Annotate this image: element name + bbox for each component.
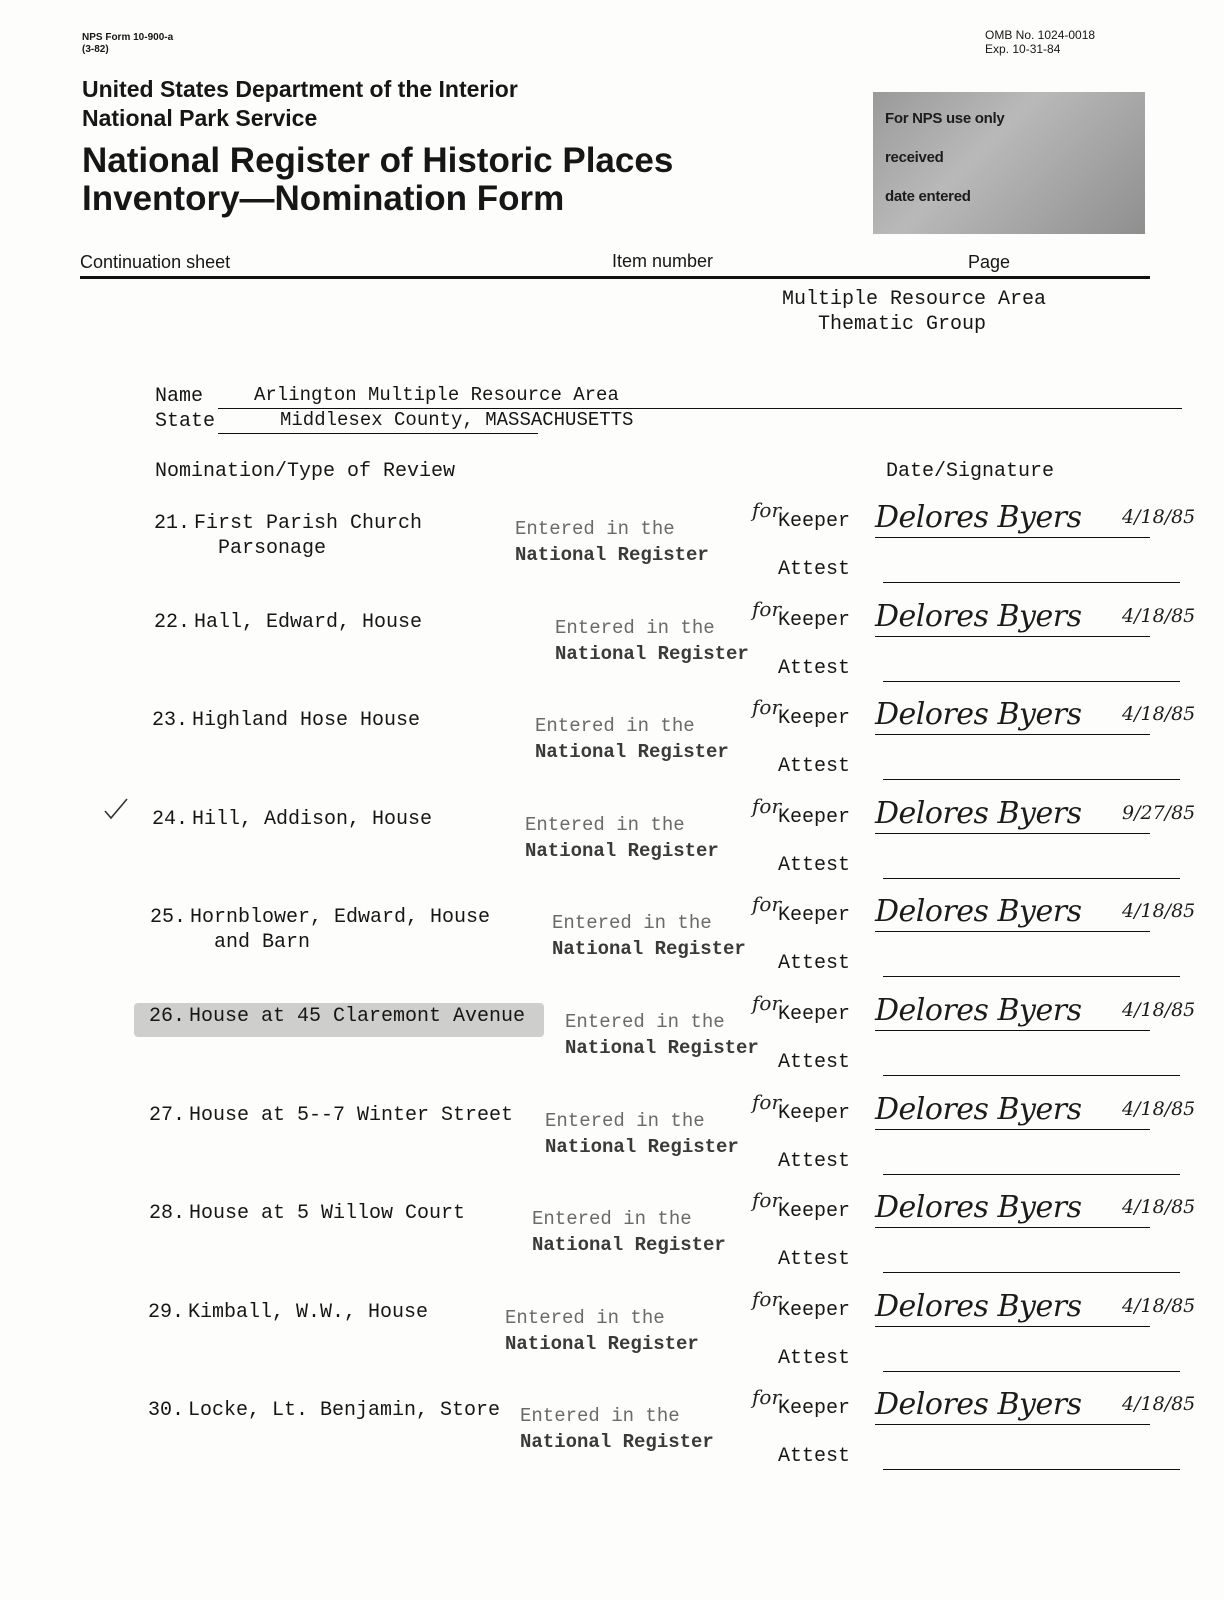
page-label: Page [968, 252, 1011, 272]
omb-expiration: Exp. 10-31-84 [985, 42, 1061, 56]
entry-number: 30. [148, 1399, 185, 1422]
keeper-label: Keeper [778, 707, 851, 730]
form-number: NPS Form 10-900-a [82, 32, 174, 43]
nps-box-title: For NPS use only [885, 110, 1005, 127]
attest-signature-line [883, 1272, 1180, 1273]
form-revision: (3-82) [82, 44, 109, 55]
for-mark: for [752, 695, 782, 719]
keeper-label: Keeper [778, 1299, 851, 1322]
nps-box-date-entered: date entered [885, 188, 971, 205]
for-mark: for [752, 1385, 782, 1409]
attest-label: Attest [778, 952, 851, 975]
keeper-label: Keeper [778, 1003, 851, 1026]
stamp-line1: Entered in the [532, 1208, 692, 1230]
for-mark: for [752, 991, 782, 1015]
entry-name: House at 45 Claremont Avenue [189, 1005, 526, 1028]
header-rule [80, 276, 1150, 279]
nomination-type-header: Nomination/Type of Review [155, 460, 456, 483]
entry-name: Hill, Addison, House [192, 808, 433, 831]
stamp-line2: National Register [555, 643, 749, 665]
checkmark-icon [103, 797, 129, 821]
register-stamp [525, 812, 719, 864]
for-mark: for [752, 1287, 782, 1311]
for-mark: for [752, 1090, 782, 1114]
attest-signature-line [883, 976, 1180, 977]
keeper-signature-line [875, 833, 1150, 834]
signature-date: 9/27/85 [1122, 802, 1196, 824]
keeper-signature: Delores Byers [875, 993, 1082, 1028]
state-label: State [155, 410, 216, 433]
signature-date: 4/18/85 [1122, 1196, 1196, 1218]
attest-signature-line [883, 1075, 1180, 1076]
keeper-signature-line [875, 537, 1150, 538]
stamp-line1: Entered in the [515, 518, 675, 540]
state-value: Middlesex County, MASSACHUSETTS [280, 409, 634, 431]
stamp-line1: Entered in the [525, 814, 685, 836]
keeper-signature-line [875, 1227, 1150, 1228]
stamp-line1: Entered in the [535, 715, 695, 737]
stamp-line2: National Register [505, 1333, 699, 1355]
attest-signature-line [883, 878, 1180, 879]
entry-name-continued: and Barn [214, 931, 311, 954]
entry-name-continued: Parsonage [218, 537, 327, 560]
keeper-label: Keeper [778, 1397, 851, 1420]
register-stamp [505, 1305, 699, 1357]
for-mark: for [752, 892, 782, 916]
entry-name: House at 5--7 Winter Street [189, 1104, 514, 1127]
register-stamp [532, 1206, 726, 1258]
entry-name: House at 5 Willow Court [189, 1202, 466, 1225]
signature-date: 4/18/85 [1122, 703, 1196, 725]
keeper-signature-line [875, 1326, 1150, 1327]
service-name: National Park Service [82, 105, 318, 131]
signature-date: 4/18/85 [1122, 605, 1196, 627]
stamp-line2: National Register [545, 1136, 739, 1158]
attest-label: Attest [778, 558, 851, 581]
register-stamp [515, 516, 709, 568]
attest-signature-line [883, 1174, 1180, 1175]
attest-signature-line [883, 582, 1180, 583]
stamp-line1: Entered in the [552, 912, 712, 934]
entry-name: First Parish Church [194, 512, 423, 535]
entry-number: 24. [152, 808, 189, 831]
keeper-signature-line [875, 1030, 1150, 1031]
keeper-signature-line [875, 734, 1150, 735]
stamp-line2: National Register [565, 1037, 759, 1059]
register-stamp [545, 1108, 739, 1160]
signature-date: 4/18/85 [1122, 900, 1196, 922]
attest-label: Attest [778, 1248, 851, 1271]
keeper-label: Keeper [778, 1102, 851, 1125]
attest-signature-line [883, 681, 1180, 682]
register-stamp [552, 910, 746, 962]
attest-label: Attest [778, 1445, 851, 1468]
keeper-signature: Delores Byers [875, 500, 1082, 535]
keeper-signature: Delores Byers [875, 1092, 1082, 1127]
keeper-signature: Delores Byers [875, 697, 1082, 732]
for-mark: for [752, 597, 782, 621]
stamp-line2: National Register [532, 1234, 726, 1256]
item-number-label: Item number [612, 251, 714, 271]
stamp-line1: Entered in the [505, 1307, 665, 1329]
keeper-label: Keeper [778, 1200, 851, 1223]
register-stamp [535, 713, 729, 765]
signature-date: 4/18/85 [1122, 1295, 1196, 1317]
keeper-label: Keeper [778, 806, 851, 829]
stamp-line2: National Register [552, 938, 746, 960]
omb-number: OMB No. 1024-0018 [985, 28, 1096, 42]
form-title-line2: Inventory—Nomination Form [82, 179, 565, 218]
for-mark: for [752, 1188, 782, 1212]
signature-date: 4/18/85 [1122, 1098, 1196, 1120]
entry-name: Highland Hose House [192, 709, 421, 732]
keeper-signature-line [875, 1129, 1150, 1130]
keeper-signature-line [875, 1424, 1150, 1425]
entry-name: Hornblower, Edward, House [190, 906, 491, 929]
nps-use-only-box [873, 92, 1145, 234]
keeper-signature-line [875, 636, 1150, 637]
keeper-signature: Delores Byers [875, 1190, 1082, 1225]
keeper-signature-line [875, 931, 1150, 932]
stamp-line2: National Register [525, 840, 719, 862]
entry-name: Locke, Lt. Benjamin, Store [188, 1399, 501, 1422]
name-value: Arlington Multiple Resource Area [254, 384, 619, 406]
date-signature-header: Date/Signature [886, 460, 1055, 483]
state-underline [218, 433, 538, 434]
entry-number: 28. [149, 1202, 186, 1225]
for-mark: for [752, 794, 782, 818]
signature-date: 4/18/85 [1122, 506, 1196, 528]
stamp-line1: Entered in the [520, 1405, 680, 1427]
entry-number: 25. [150, 906, 187, 929]
attest-label: Attest [778, 755, 851, 778]
attest-signature-line [883, 779, 1180, 780]
stamp-line2: National Register [535, 741, 729, 763]
stamp-line1: Entered in the [565, 1011, 725, 1033]
attest-label: Attest [778, 657, 851, 680]
keeper-signature: Delores Byers [875, 796, 1082, 831]
stamp-line2: National Register [515, 544, 709, 566]
department-name: United States Department of the Interior [82, 76, 518, 102]
register-stamp [520, 1403, 714, 1455]
register-stamp [555, 615, 749, 667]
entry-number: 27. [149, 1104, 186, 1127]
keeper-label: Keeper [778, 510, 851, 533]
entry-name: Kimball, W.W., House [188, 1301, 429, 1324]
keeper-signature: Delores Byers [875, 599, 1082, 634]
nps-box-received: received [885, 149, 944, 166]
register-stamp [565, 1009, 759, 1061]
entry-number: 26. [149, 1005, 186, 1028]
stamp-line2: National Register [520, 1431, 714, 1453]
entry-number: 21. [154, 512, 191, 535]
keeper-signature: Delores Byers [875, 1387, 1082, 1422]
attest-signature-line [883, 1371, 1180, 1372]
keeper-label: Keeper [778, 904, 851, 927]
signature-date: 4/18/85 [1122, 1393, 1196, 1415]
form-title-line1: National Register of Historic Places [82, 141, 674, 180]
attest-label: Attest [778, 1347, 851, 1370]
entry-number: 22. [154, 611, 191, 634]
signature-date: 4/18/85 [1122, 999, 1196, 1021]
attest-signature-line [883, 1469, 1180, 1470]
stamp-line1: Entered in the [555, 617, 715, 639]
keeper-signature: Delores Byers [875, 1289, 1082, 1324]
entry-name: Hall, Edward, House [194, 611, 423, 634]
entry-number: 23. [152, 709, 189, 732]
stamp-line1: Entered in the [545, 1110, 705, 1132]
for-mark: for [752, 498, 782, 522]
area-line2: Thematic Group [818, 313, 987, 336]
attest-label: Attest [778, 1051, 851, 1074]
area-line1: Multiple Resource Area [782, 288, 1047, 311]
attest-label: Attest [778, 854, 851, 877]
attest-label: Attest [778, 1150, 851, 1173]
name-label: Name [155, 385, 204, 408]
entry-number: 29. [148, 1301, 185, 1324]
keeper-label: Keeper [778, 609, 851, 632]
continuation-sheet-label: Continuation sheet [80, 252, 231, 272]
keeper-signature: Delores Byers [875, 894, 1082, 929]
